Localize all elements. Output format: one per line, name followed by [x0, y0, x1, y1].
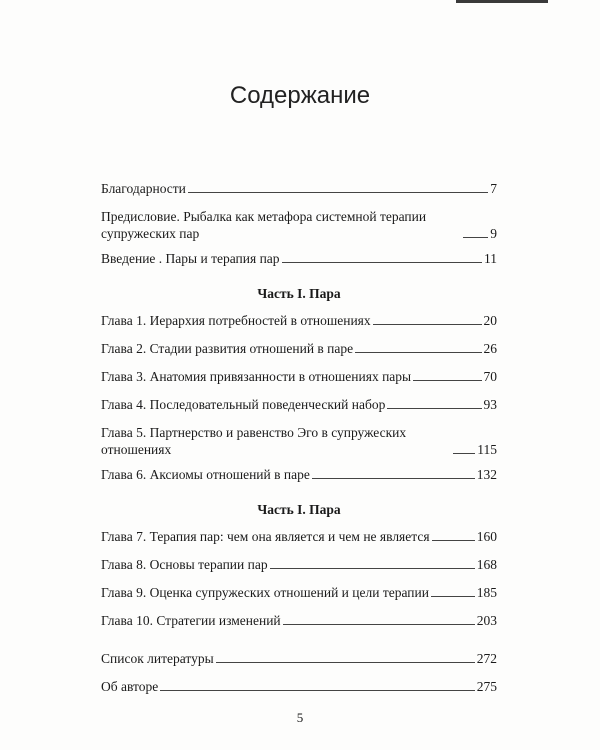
- toc-entry-page: 11: [484, 251, 497, 266]
- toc-entry-title: Предисловие. Рыбалка как метафора системной терапии супружеских пар: [101, 209, 427, 241]
- dot-leader: [216, 662, 475, 663]
- dot-leader: [283, 624, 475, 625]
- section-heading-part-1: Часть I. Пара: [257, 286, 341, 301]
- toc-entry-chapter-5[interactable]: [101, 424, 497, 458]
- toc-entry-page: 275: [476, 679, 497, 694]
- toc-entry-title: Введение . Пары и терапия пар: [101, 251, 280, 266]
- toc-entry-title: Глава 4. Последовательный поведенческий набор: [101, 397, 386, 412]
- dot-leader: [431, 596, 475, 597]
- toc-entry-title: Глава 9. Оценка супружеских отношений и цели терапии: [101, 585, 429, 600]
- toc-entry-page: 20: [483, 313, 497, 328]
- toc-entry-page: 93: [483, 397, 497, 412]
- toc-entry-title: Об авторе: [101, 679, 159, 694]
- dot-leader: [413, 380, 481, 381]
- toc-entry-page: 160: [476, 529, 497, 544]
- toc-entry-page: 185: [476, 585, 497, 600]
- toc-entry-title: Глава 6. Аксиомы отношений в паре: [101, 467, 310, 482]
- toc-entry-title: Глава 5. Партнерство и равенство Эго в супружеских отношениях: [101, 425, 407, 457]
- dot-leader: [270, 568, 475, 569]
- toc-entry-page: 168: [476, 557, 497, 572]
- toc-entry-chapter-10[interactable]: [101, 612, 497, 629]
- toc-entry-introduction[interactable]: [101, 250, 497, 267]
- toc-entry-page: 115: [477, 442, 497, 457]
- toc-entry-chapter-2[interactable]: [101, 340, 497, 357]
- toc-entry-title: Глава 10. Стратегии изменений: [101, 613, 281, 628]
- toc-entry-title: Глава 3. Анатомия привязанности в отношениях пары: [101, 369, 412, 384]
- toc-entry-chapter-8[interactable]: [101, 556, 497, 573]
- toc-entry-chapter-7[interactable]: [101, 528, 497, 545]
- toc-entry-page: 272: [476, 651, 497, 666]
- toc-entry-page: 26: [483, 341, 497, 356]
- toc-entry-title: Список литературы: [101, 651, 214, 666]
- toc-entry-page: 70: [483, 369, 497, 384]
- toc-entry-page: 203: [476, 613, 497, 628]
- dot-leader: [387, 408, 481, 409]
- toc-entry-page: 132: [476, 467, 497, 482]
- toc-entry-acknowledgements[interactable]: [101, 180, 497, 197]
- page-title: Содержание: [229, 82, 371, 109]
- toc-entry-about-author[interactable]: [101, 678, 497, 695]
- dot-leader: [432, 540, 475, 541]
- toc-entry-chapter-1[interactable]: [101, 312, 497, 329]
- toc-entry-preface[interactable]: [101, 208, 497, 242]
- dot-leader: [188, 192, 488, 193]
- toc-entry-title: Глава 2. Стадии развития отношений в паре: [101, 341, 354, 356]
- section-heading-part-2: Часть I. Пара: [257, 502, 341, 517]
- dot-leader: [355, 352, 481, 353]
- page-edge-mark: [456, 0, 548, 3]
- toc-entry-chapter-3[interactable]: [101, 368, 497, 385]
- page-number: 5: [296, 710, 304, 725]
- toc-entry-title: Глава 7. Терапия пар: чем она является и чем не является: [101, 529, 430, 544]
- toc-entry-chapter-4[interactable]: [101, 396, 497, 413]
- table-of-contents: [101, 180, 497, 706]
- dot-leader: [463, 237, 488, 238]
- toc-entry-page: 9: [490, 226, 497, 241]
- toc-entry-chapter-6[interactable]: [101, 466, 497, 483]
- toc-entry-references[interactable]: [101, 650, 497, 667]
- dot-leader: [160, 690, 475, 691]
- toc-entry-page: 7: [490, 181, 497, 196]
- toc-entry-title: Глава 1. Иерархия потребностей в отношениях: [101, 313, 371, 328]
- dot-leader: [282, 262, 482, 263]
- spacer: [101, 640, 497, 650]
- dot-leader: [373, 324, 482, 325]
- dot-leader: [312, 478, 475, 479]
- toc-entry-title: Глава 8. Основы терапии пар: [101, 557, 268, 572]
- toc-entry-chapter-9[interactable]: [101, 584, 497, 601]
- dot-leader: [453, 453, 475, 454]
- toc-entry-title: Благодарности: [101, 181, 186, 196]
